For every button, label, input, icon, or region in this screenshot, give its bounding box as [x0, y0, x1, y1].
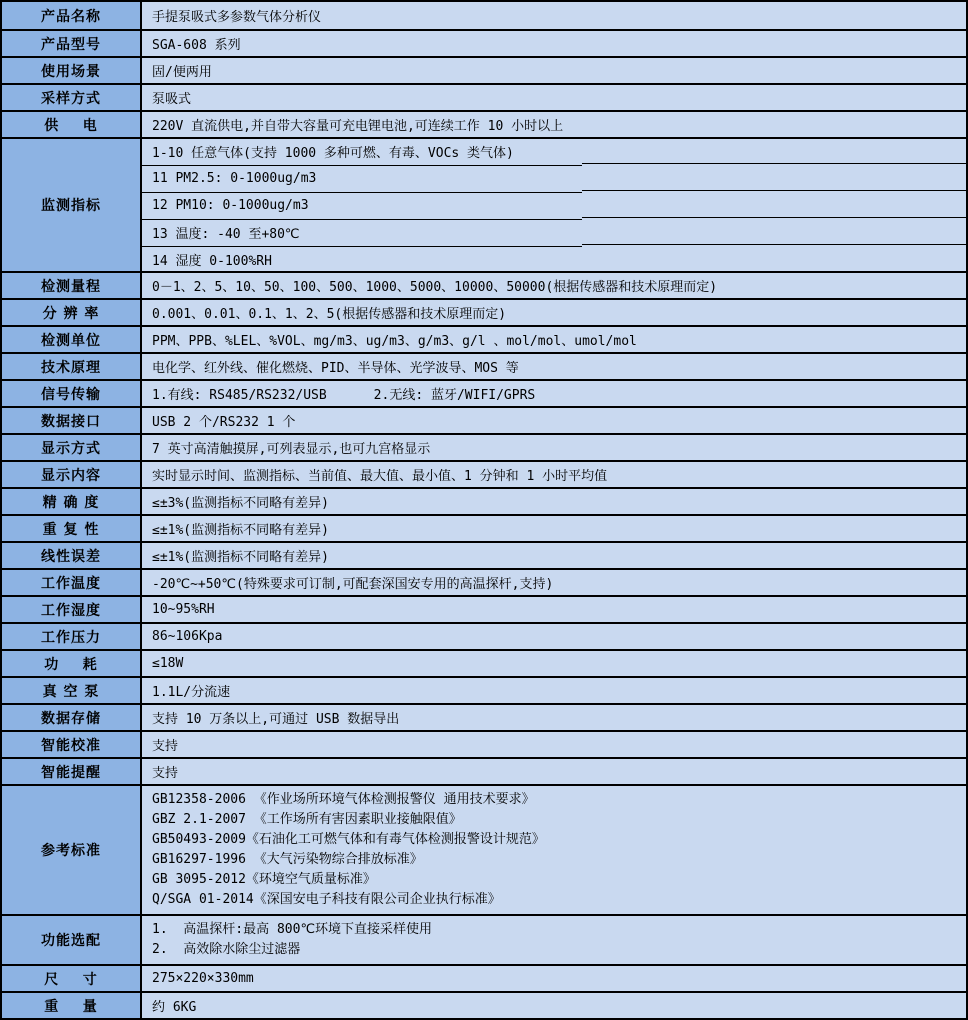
row-value: 0.001、0.01、0.1、1、2、5(根据传感器和技术原理而定): [142, 300, 966, 325]
row-value: ≤±1%(监测指标不同略有差异): [142, 516, 966, 541]
row-optional-features: [2, 914, 966, 964]
row-value: ≤±3%(监测指标不同略有差异): [142, 489, 966, 514]
row-value: 固/便两用: [142, 58, 966, 83]
row-label: 重 复 性: [2, 516, 142, 541]
monitoring-item: 11 PM2.5: 0-1000ug/m3: [152, 170, 317, 186]
row-value: 1.1L/分流速: [142, 678, 966, 703]
monitoring-item: 12 PM10: 0-1000ug/m3: [152, 197, 309, 213]
row-label: 信号传输: [2, 381, 142, 406]
row-label: 工作压力: [2, 624, 142, 649]
row-label: 真 空 泵: [2, 678, 142, 703]
row-label: 智能校准: [2, 732, 142, 757]
row-value: USB 2 个/RS232 1 个: [142, 408, 966, 433]
row-sampling-method: [2, 83, 966, 110]
row-label: 数据存储: [2, 705, 142, 730]
row-power-supply: [2, 110, 966, 137]
row-value: 86~106Kpa: [142, 624, 966, 649]
row-value: 实时显示时间、监测指标、当前值、最大值、最小值、1 分钟和 1 小时平均值: [142, 462, 966, 487]
row-label: 功 耗: [2, 651, 142, 676]
standards-list: [142, 786, 966, 914]
row-working-humidity: [2, 595, 966, 622]
standard-item: GB 3095-2012《环境空气质量标准》: [152, 872, 376, 887]
row-detection-unit: [2, 325, 966, 352]
row-detection-range: [2, 271, 966, 298]
row-value: 手提泵吸式多参数气体分析仪: [142, 2, 966, 29]
row-label: 尺 寸: [2, 966, 142, 991]
monitoring-item: 1-10 任意气体(支持 1000 多种可燃、有毒、VOCs 类气体): [152, 145, 514, 161]
row-value: 约 6KG: [142, 993, 966, 1018]
row-value: -20℃~+50℃(特殊要求可订制,可配套深国安专用的高温探杆,支持): [142, 570, 966, 595]
row-smart-calibration: [2, 730, 966, 757]
row-value: ≤±1%(监测指标不同略有差异): [142, 543, 966, 568]
row-value: 支持: [142, 732, 966, 757]
standard-item: GBZ 2.1-2007 《工作场所有害因素职业接触限值》: [152, 812, 462, 827]
row-value: 支持 10 万条以上,可通过 USB 数据导出: [142, 705, 966, 730]
row-label: 参考标准: [2, 786, 142, 914]
row-weight: [2, 991, 966, 1018]
row-label: 技术原理: [2, 354, 142, 379]
row-value: ≤18W: [142, 651, 966, 676]
monitoring-items: [142, 139, 966, 271]
row-working-temperature: [2, 568, 966, 595]
row-label: 采样方式: [2, 85, 142, 110]
row-label: 数据接口: [2, 408, 142, 433]
row-value: 0－1、2、5、10、50、100、500、1000、5000、10000、50000(根据传感器和技术原理而定): [142, 273, 966, 298]
row-label: 检测单位: [2, 327, 142, 352]
row-label: 工作温度: [2, 570, 142, 595]
row-reference-standards: [2, 784, 966, 914]
row-accuracy: [2, 487, 966, 514]
option-item: 2. 高效除水除尘过滤器: [152, 942, 301, 957]
row-value: 275×220×330mm: [142, 966, 966, 991]
row-value: 10~95%RH: [142, 597, 966, 622]
row-label: 使用场景: [2, 58, 142, 83]
row-label: 供 电: [2, 112, 142, 137]
standard-item: GB16297-1996 《大气污染物综合排放标准》: [152, 852, 423, 867]
row-value: 泵吸式: [142, 85, 966, 110]
row-label: 产品型号: [2, 31, 142, 56]
row-technical-principle: [2, 352, 966, 379]
row-value: SGA-608 系列: [142, 31, 966, 56]
row-label: 线性误差: [2, 543, 142, 568]
row-value: 220V 直流供电,并自带大容量可充电锂电池,可连续工作 10 小时以上: [142, 112, 966, 137]
row-display-content: [2, 460, 966, 487]
option-item: 1. 高温探杆:最高 800℃环境下直接采样使用: [152, 922, 433, 937]
row-value: PPM、PPB、%LEL、%VOL、mg/m3、ug/m3、g/m3、g/l 、mol/mol、umol/mol: [142, 327, 966, 352]
row-value: 支持: [142, 759, 966, 784]
row-linearity-error: [2, 541, 966, 568]
row-monitoring-indicators: [2, 137, 966, 271]
row-data-interface: [2, 406, 966, 433]
standard-item: GB12358-2006 《作业场所环境气体检测报警仪 通用技术要求》: [152, 792, 535, 807]
row-product-name: [2, 2, 966, 29]
row-signal-transmission: [2, 379, 966, 406]
row-dimensions: [2, 964, 966, 991]
row-value: 电化学、红外线、催化燃烧、PID、半导体、光学波导、MOS 等: [142, 354, 966, 379]
row-resolution: [2, 298, 966, 325]
row-label: 功能选配: [2, 916, 142, 964]
row-smart-reminder: [2, 757, 966, 784]
row-power-consumption: [2, 649, 966, 676]
row-label: 精 确 度: [2, 489, 142, 514]
row-repeatability: [2, 514, 966, 541]
monitoring-item: 13 温度: -40 至+80℃: [152, 226, 300, 242]
standard-item: Q/SGA 01-2014《深国安电子科技有限公司企业执行标准》: [152, 892, 501, 907]
row-label: 产品名称: [2, 2, 142, 29]
row-value: 7 英寸高清触摸屏,可列表显示,也可九宫格显示: [142, 435, 966, 460]
row-usage-scenario: [2, 56, 966, 83]
row-label: 监测指标: [2, 139, 142, 271]
row-working-pressure: [2, 622, 966, 649]
options-list: [142, 916, 966, 964]
row-label: 工作湿度: [2, 597, 142, 622]
row-data-storage: [2, 703, 966, 730]
row-display-mode: [2, 433, 966, 460]
row-value: 1.有线: RS485/RS232/USB 2.无线: 蓝牙/WIFI/GPRS: [142, 381, 966, 406]
monitoring-item: 14 湿度 0-100%RH: [152, 253, 272, 269]
row-product-model: [2, 29, 966, 56]
row-label: 分 辨 率: [2, 300, 142, 325]
row-label: 重 量: [2, 993, 142, 1018]
row-vacuum-pump: [2, 676, 966, 703]
row-label: 智能提醒: [2, 759, 142, 784]
row-label: 检测量程: [2, 273, 142, 298]
row-label: 显示内容: [2, 462, 142, 487]
standard-item: GB50493-2009《石油化工可燃气体和有毒气体检测报警设计规范》: [152, 832, 545, 847]
row-label: 显示方式: [2, 435, 142, 460]
